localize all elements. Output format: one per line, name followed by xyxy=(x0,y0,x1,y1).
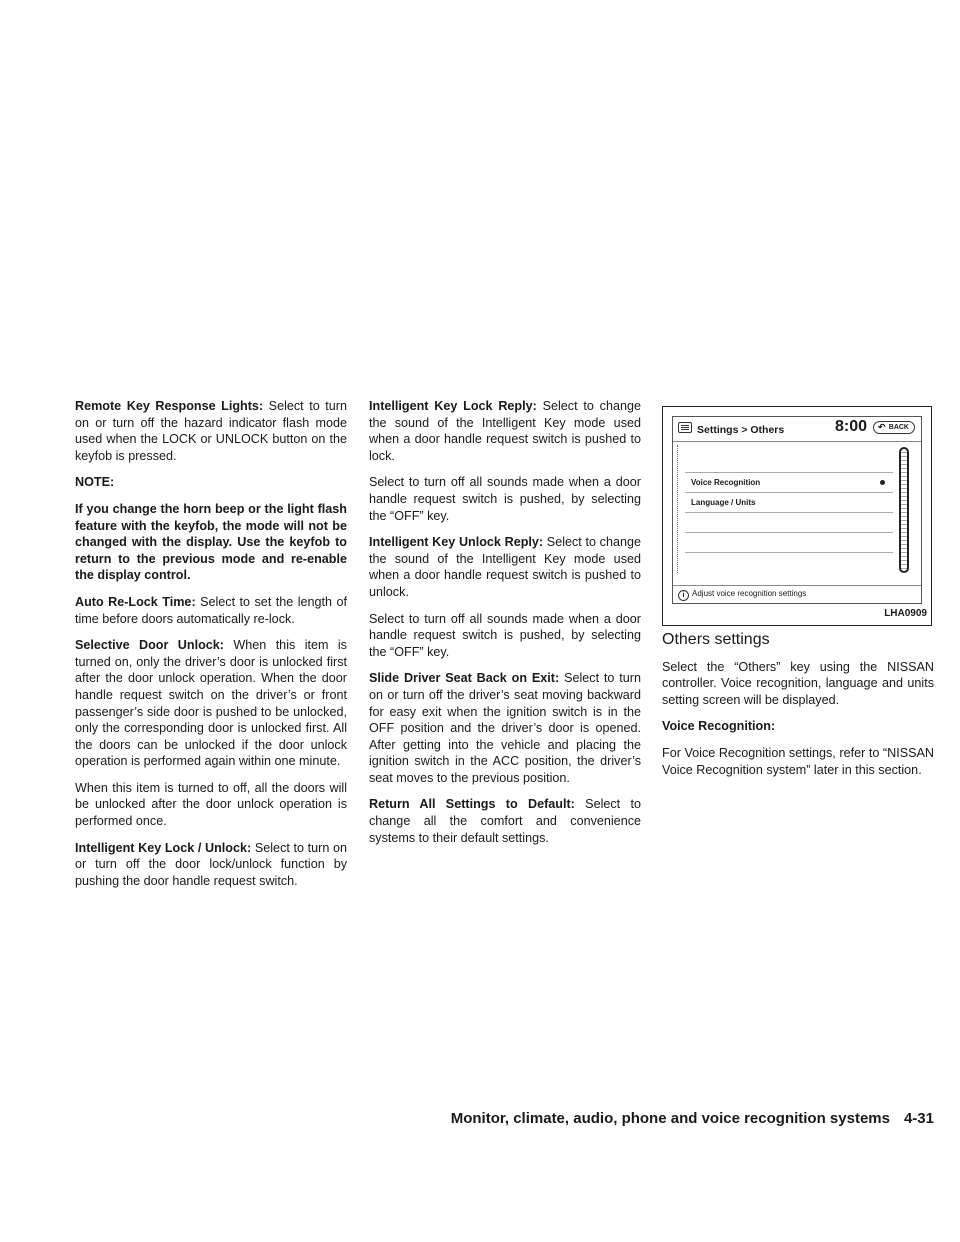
page-footer xyxy=(0,1110,934,1127)
scrollbar[interactable] xyxy=(899,447,909,573)
menu-item-voice-recognition[interactable] xyxy=(685,473,893,493)
term-intelligent-key-lock-unlock: Intelligent Key Lock / Unlock: xyxy=(75,840,252,855)
text-intelligent-key-lock-reply: Select to change the sound of the Intelligent Key mode used when a door handle request switch is pushed to lock. xyxy=(369,399,641,463)
term-intelligent-key-lock-reply: Intelligent Key Lock Reply: xyxy=(369,399,537,413)
back-button-label: BACK xyxy=(888,424,909,431)
screen-title: Settings > Others xyxy=(697,424,785,436)
term-intelligent-key-unlock-reply: Intelligent Key Unlock Reply: xyxy=(369,535,544,550)
text-selective-door-unlock: When this item is turned on, only the driver’s door is unlocked first after the door unlock operation. When the door handle request switch on the driver’s or front passenger’s side door is pushed to be unlocked, only the corresponding door is unlocked first. All the doors can be unlocked if the door unlock operation is performed again within one minute. xyxy=(75,638,347,769)
paragraph-intelligent-key-unlock-reply xyxy=(369,534,641,600)
term-selective-door-unlock: Selective Door Unlock: xyxy=(75,638,224,653)
column-right xyxy=(662,406,934,788)
paragraph-others-key: Select the “Others” key using the NISSAN controller. Voice recognition, language and units setting screen will be displayed. xyxy=(662,659,934,707)
text-intelligent-key-unlock-reply: Select to change the sound of the Intelligent Key mode used when a door handle request switch is pushed to unlock. xyxy=(369,535,641,599)
paragraph-selective-door-unlock xyxy=(75,637,347,770)
text-auto-relock-time: Select to set the length of time before doors automatically re-lock. xyxy=(75,594,348,626)
menu-row-empty xyxy=(685,453,893,473)
text-remote-key-response-lights: Select to turn on or turn off the hazard indicator flash mode used when the LOCK or UNLOCK button on the keyfob is pressed. xyxy=(75,399,347,463)
info-icon: i xyxy=(678,590,689,601)
column-middle xyxy=(369,398,641,856)
chapter-title: Monitor, climate, audio, phone and voice recognition systems xyxy=(450,1110,890,1127)
text-intelligent-key-lock-unlock: Select to turn on or turn off the door lock/unlock function by pushing the door handle request switch. xyxy=(75,840,347,888)
selection-dot-icon xyxy=(880,480,885,485)
menu-item-label: Voice Recognition xyxy=(691,478,761,487)
paragraph-slide-driver-seat xyxy=(369,670,641,786)
back-arrow-icon: ↶ xyxy=(878,422,886,432)
term-remote-key-response-lights: Remote Key Response Lights: xyxy=(75,399,264,413)
paragraph-remote-key-response-lights xyxy=(75,398,347,464)
menu-item-language-units[interactable] xyxy=(685,493,893,513)
paragraph-selective-door-unlock-off: When this item is turned to off, all the doors will be unlocked after the door unlock operation is performed once. xyxy=(75,780,347,829)
screen-header xyxy=(673,417,921,442)
screen-clock: 8:00 xyxy=(835,418,868,435)
paragraph-lock-reply-off: Select to turn off all sounds made when a door handle request switch is pushed, by selecting the “OFF” key. xyxy=(369,475,641,523)
menu-icon xyxy=(678,422,692,433)
paragraph-intelligent-key-lock-unlock xyxy=(75,840,347,890)
settings-menu-list xyxy=(685,453,893,553)
text-return-all-settings: Select to change all the comfort and convenience systems to their default settings. xyxy=(369,797,641,845)
term-voice-recognition: Voice Recognition: xyxy=(662,719,776,734)
paragraph-return-all-settings xyxy=(369,796,641,846)
text-slide-driver-seat: Select to turn on or turn off the driver’s seat moving backward for easy exit when the ignition switch is in the OFF position and the driver’s door is opened. After getting into the vehicle and placing the ignition switch in the ACC position, the driver’s seat moves to the previous position. xyxy=(369,671,641,785)
term-auto-relock-time: Auto Re-Lock Time: xyxy=(75,594,196,609)
info-text: Adjust voice recognition settings xyxy=(692,589,807,598)
left-rail-decoration xyxy=(677,445,682,573)
figure-code: LHA0909 xyxy=(884,608,927,620)
paragraph-voice-recognition: For Voice Recognition settings, refer to “NISSAN Voice Recognition system” later in this section. xyxy=(662,745,934,777)
settings-screen xyxy=(672,416,922,604)
section-title-others-settings: Others settings xyxy=(662,631,770,648)
settings-screen-figure xyxy=(662,406,932,626)
paragraph-auto-relock-time xyxy=(75,594,347,627)
menu-row-empty xyxy=(685,533,893,553)
paragraph-intelligent-key-lock-reply xyxy=(369,398,641,464)
term-slide-driver-seat: Slide Driver Seat Back on Exit: xyxy=(369,671,560,686)
page-number: 4-31 xyxy=(903,1110,934,1127)
paragraph-unlock-reply-off: Select to turn off all sounds made when a door handle request switch is pushed, by selecting the “OFF” key. xyxy=(369,611,641,659)
note-body: If you change the horn beep or the light flash feature with the keyfob, the mode will not be changed with the display. Use the keyfob to return to the previous mode and re-enable the display control. xyxy=(75,501,347,583)
screen-info-bar xyxy=(673,585,921,603)
note-heading: NOTE: xyxy=(75,475,115,490)
back-button[interactable] xyxy=(873,421,915,434)
menu-item-label: Language / Units xyxy=(691,498,756,507)
term-return-all-settings: Return All Settings to Default: xyxy=(369,797,575,812)
column-left xyxy=(75,398,347,899)
menu-row-empty xyxy=(685,513,893,533)
